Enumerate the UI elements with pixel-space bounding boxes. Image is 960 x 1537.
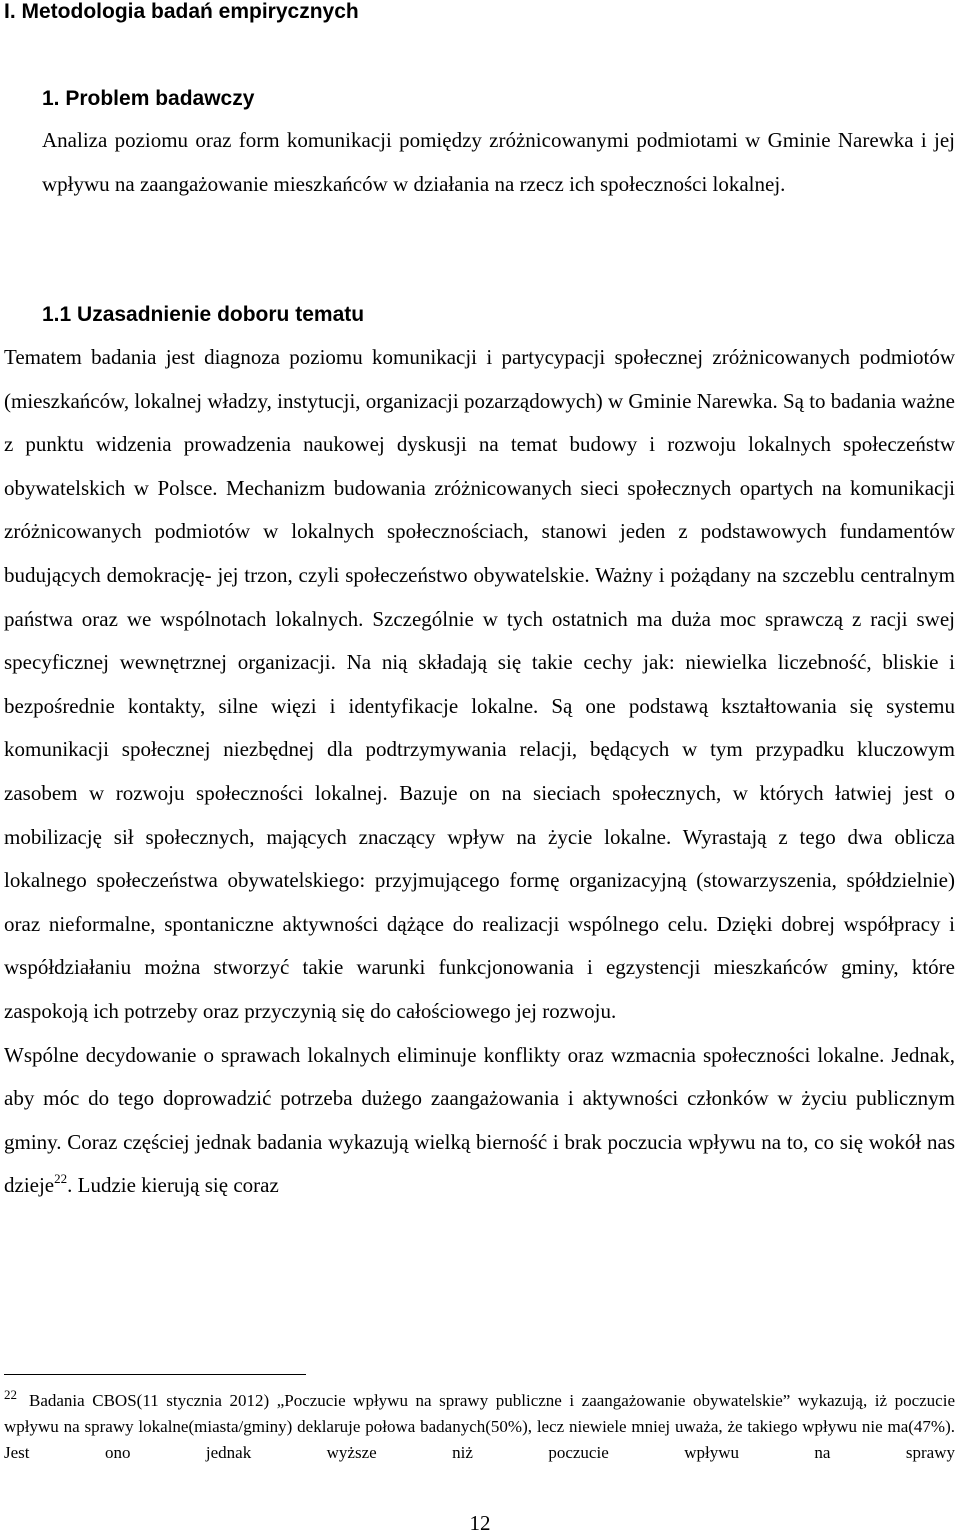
chapter-heading: I. Metodologia badań empirycznych bbox=[4, 0, 359, 23]
paragraph-2-text-start: Wspólne decydowanie o sprawach lokalnych eliminuje konflikty oraz wzmacnia społeczności lokalne. Jednak, aby móc do tego doprowadzić potrzeba dużego zaangażowania i aktywności członków w życiu publicznym gminy. Coraz częściej jednak badania wykazują wielką bierność i brak poczucia wpływu na to, co się wokół nas dzieje bbox=[4, 1042, 955, 1198]
footnote-reference: 22 bbox=[54, 1171, 68, 1187]
research-problem-text: Analiza poziomu oraz form komunikacji pomiędzy zróżnicowanymi podmiotami w Gminie Narewka i jej wpływu na zaangażowanie mieszkańców w działania na rzecz ich społeczności lokalnej. bbox=[42, 128, 955, 196]
footnote-marker: 22 bbox=[4, 1387, 17, 1402]
body-paragraph-1: Tematem badania jest diagnoza poziomu komunikacji i partycypacji społecznej zróżnicowanych podmiotów (mieszkańców, lokalnej władzy, instytucji, organizacji pozarządowych) w Gminie Narewka. Są to badania ważne z punktu widzenia prowadzenia naukowej dyskusji na temat budowy i rozwoju lokalnych społeczeństw obywatelskich w Polsce. Mechanizm budowania zróżnicowanych sieci społecznych opartych na komunikacji zróżnicowanych podmiotów w lokalnych społecznościach, stanowi jeden z podstawowych fundamentów budujących demokrację- jej trzon, czyli społeczeństwo obywatelskie. Ważny i pożądany na szczeblu centralnym państwa oraz we wspólnotach lokalnych. Szczególnie w tych ostatnich ma duża moc sprawczą z racji swej specyficznej wewnętrznej organizacji. Na nią składają się takie cechy jak: niewielka liczebność, bliskie i bezpośrednie kontakty, silne więzi i identyfikacje lokalne. Są one podstawą kształtowania się systemu komunikacji społecznej niezbędnej dla podtrzymywania relacji, będących w tym przypadku kluczowym zasobem w rozwoju społeczności lokalnej. Bazuje on na sieciach społecznych, w których łatwiej jest o mobilizację sił społecznych, mających znaczący wpływ na życie lokalne. Wyrastają z tego dwa oblicza lokalnego społeczeństwa obywatelskiego: przyjmującego formę organizacyjną (stowarzyszenia, spółdzielnie) oraz nieformalne, spontaniczne aktywności dążące do realizacji wspólnego celu. Dzięki dobrej współpracy i współdziałaniu można stworzyć takie warunki funkcjonowania i egzystencji mieszkańców gminy, które zaspokoją ich potrzeby oraz przyczynią się do całościowego jej rozwoju. bbox=[4, 345, 955, 1023]
section-heading: 1. Problem badawczy bbox=[42, 87, 255, 110]
subsection-body bbox=[4, 336, 955, 1208]
page-number: 12 bbox=[469, 1511, 491, 1535]
subsection-heading: 1.1 Uzasadnienie doboru tematu bbox=[42, 303, 365, 326]
footnote-text: Badania CBOS(11 stycznia 2012) „Poczucie wpływu na sprawy publiczne i zaangażowanie obywatelskie” wykazują, iż poczucie wpływu na sprawy lokalne(miasta/gminy) deklaruje połowa badanych(50%), lecz niewiele mniej uważa, że takiego wpływu nie ma(47%). Jest ono jednak wyższe niż poczucie wpływu na sprawy bbox=[4, 1391, 955, 1462]
footnote-separator bbox=[4, 1374, 306, 1375]
paragraph-2-text-end: . Ludzie kierują się coraz bbox=[67, 1173, 279, 1198]
body-paragraph-2 bbox=[4, 1034, 955, 1208]
footnote bbox=[4, 1388, 955, 1466]
